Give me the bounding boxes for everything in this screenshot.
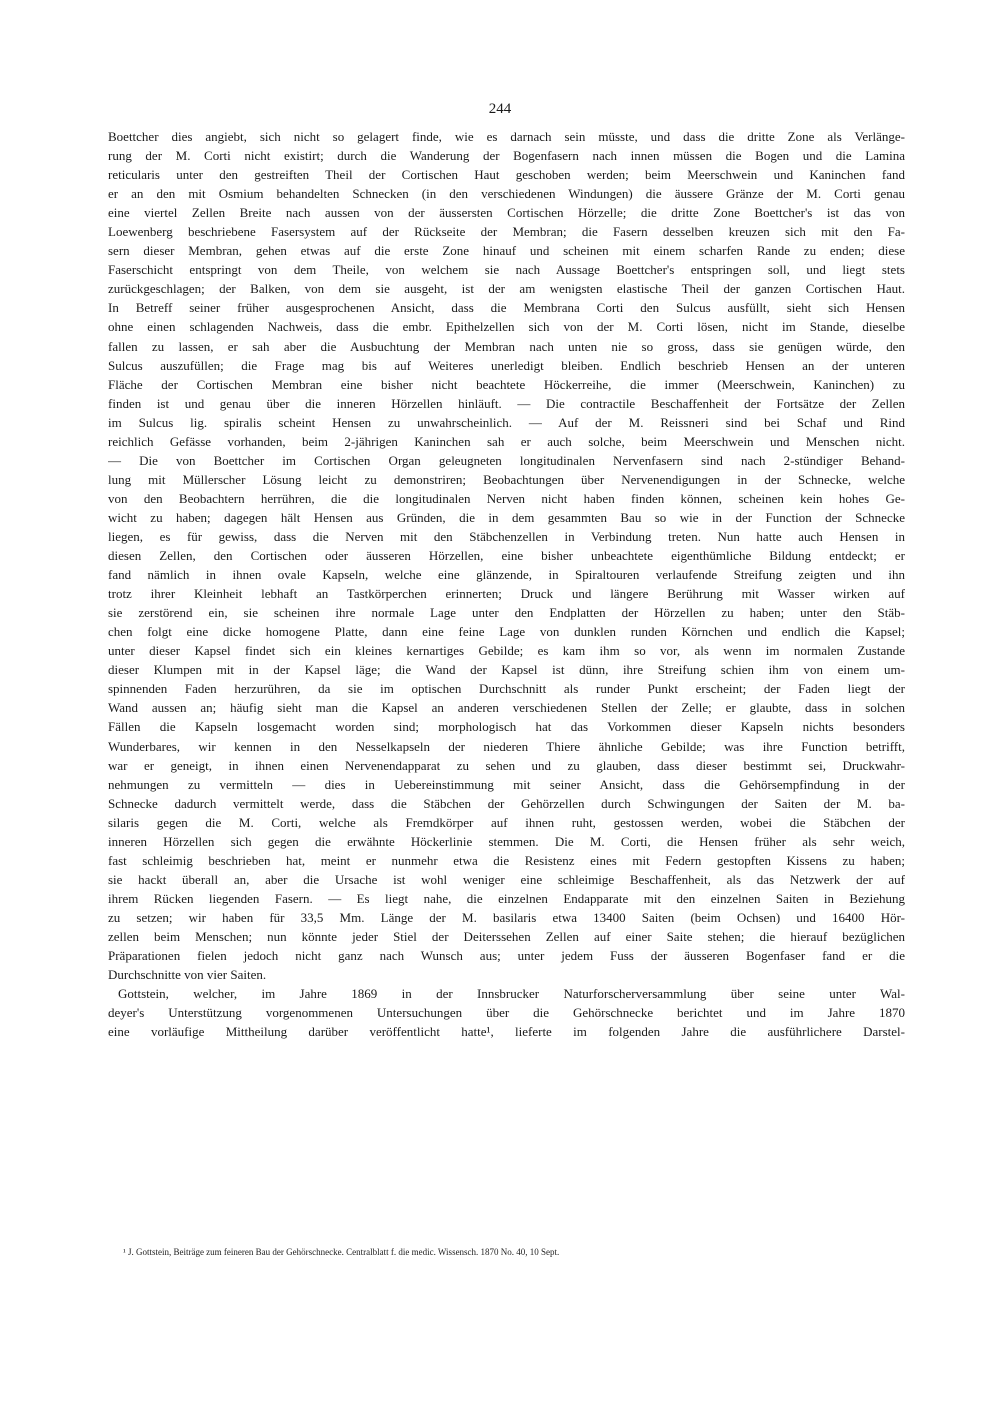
text-line: In Betreff seiner früher ausgesprochenen Ansicht, dass die Membrana Corti den Sulcus ausfüllt, sieht sich Hensen xyxy=(108,300,905,316)
text-line: Fällen die Kapseln losgemacht worden sind; morphologisch hat das Vorkommen dieser Kapseln nichts besonders xyxy=(108,719,905,735)
text-line: zu setzen; wir haben für 33,5 Mm. Länge der M. basilaris etwa 13400 Saiten (beim Ochsen) und 16400 Hör- xyxy=(108,909,905,925)
text-line: von den Beobachtern herrühren, die die longitudinalen Nerven nicht haben finden können, scheinen kein hohes Ge- xyxy=(108,490,905,506)
text-line: lung mit Müllerscher Lösung leicht zu demonstriren; Beobachtungen über Nervenendigungen in der Schnecke, welche xyxy=(108,471,905,487)
text-line: Faserschicht entspringt von dem Theile, von welchem sie nach Aussage Boettcher's entspringen soll, und liegt stets xyxy=(108,262,905,278)
text-line: unter dieser Kapsel findet sich ein kleines kernartiges Gebilde; es kam ihm so vor, als wenn im normalen Zustande xyxy=(108,643,905,659)
text-line: zellen beim Menschen; nun könnte jeder Stiel der Deiterssehen Zellen auf einer Saite stehen; die hierauf bezüglichen xyxy=(108,928,905,944)
text-line: trotz ihrer Kleinheit lebhaft an Tastkörperchen erinnerten; Druck und längere Berührung mit Wasser wirken auf xyxy=(108,586,905,602)
text-line: ihrem Rücken liegenden Fasern. — Es liegt nahe, die einzelnen Endapparate mit den einzelnen Saiten in Beziehung xyxy=(108,890,905,906)
text-line: fast schleimig beschrieben hat, meint er nunmehr etwa die Resistenz eines mit Federn gestopften Kissens zu haben; xyxy=(108,852,905,868)
text-line: liegen, es für gewiss, dass die Nerven mit den Stäbchenzellen in Verbindung treten. Nun hatte auch Hensen in xyxy=(108,528,905,544)
text-line: fallen zu lassen, er sah aber die Ausbuchtung der Membran nach unten nie so gross, dass sie genügen würde, den xyxy=(108,338,905,354)
text-line: Boettcher dies angiebt, sich nicht so gelagert finde, wie es darnach sein müsste, und dass die dritte Zone als Verlänge- xyxy=(108,129,905,144)
text-line: Schnecke dadurch vermittelt werde, dass die Stäbchen der Gehörzellen durch Schwingungen der Saiten der M. ba- xyxy=(108,795,905,811)
text-line: Fläche der Cortischen Membran eine bisher nicht beachtete Höckerreihe, die immer (Meerschwein, Kaninchen) zu xyxy=(108,376,905,392)
text-line: zurückgeschlagen; der Balken, von dem sie ausgeht, ist der am wenigsten elastische Theil der ganzen Cortischen Haut. xyxy=(108,281,905,297)
text-line: wicht zu haben; dagegen hält Hensen aus Gründen, die in dem gesammten Bau so wie in der Function der Schnecke xyxy=(108,509,905,525)
text-line: Durchschnitte von vier Saiten. xyxy=(108,967,267,983)
text-line: deyer's Unterstützung vorgenommenen Untersuchungen über die Gehörschnecke berichtet und im Jahre 1870 xyxy=(108,1005,905,1021)
text-line: chen folgt eine dicke homogene Platte, dann eine feine Lage von dunklen runden Körnchen und endlich die Kapsel; xyxy=(108,624,905,640)
text-line: er an den mit Osmium behandelten Schnecken (in den verschiedenen Windungen) die äussere Gränze der M. Corti genau xyxy=(108,186,905,202)
text-line: finden ist und genau über die inneren Hörzellen hinläuft. — Die contractile Beschaffenheit der Fortsätze der Zellen xyxy=(108,395,905,411)
text-line: sern dieser Membran, gehen etwas auf die erste Zone hinauf und scheinen mit einem scharfen Rande zu enden; diese xyxy=(108,243,905,259)
text-line: Präparationen fielen jedoch nicht ganz nach Wunsch aus; unter jedem Fuss der äusseren Bogenfaser fand er die xyxy=(108,948,905,964)
text-line: Loewenberg beschriebene Fasersystem auf der Rückseite der Membran; die Fasern desselben kreuzen sich mit den Fa- xyxy=(108,224,905,240)
text-line: rung der M. Corti nicht existirt; durch die Wanderung der Bogenfasern nach innen müssen die Bogen und die Lamina xyxy=(108,148,905,164)
text-line: spinnenden Faden herzurühren, da sie im optischen Durchschnitt als runder Punkt erscheint; der Faden liegt der xyxy=(108,681,905,697)
text-line: im Sulcus lig. spiralis scheint Hensen zu unwahrscheinlich. — Auf der M. Reissneri sind bei Schaf und Rind xyxy=(108,414,905,430)
footnote: ¹ J. Gottstein, Beiträge zum feineren Bau der Gehörschnecke. Centralblatt f. die medic. Wissensch. 1870 No. 40, 10 Sept. xyxy=(123,1247,560,1257)
text-line: sie zerstörend ein, sie scheinen ihre normale Lage unter den Endplatten der Hörzellen zu haben; unter den Stäb- xyxy=(108,605,905,621)
text-line: fand nämlich in ihnen ovale Kapseln, welche eine glänzende, in Spiraltouren verlaufende Streifung zeigten und ihn xyxy=(108,567,905,583)
body-text xyxy=(108,127,905,1041)
text-line: Wand aussen an; häufig sieht man die Kapsel an anderen verschiedenen Stellen der Zelle; er glaubte, dass in solchen xyxy=(108,700,905,716)
text-line: reichlich Gefässe vorhanden, beim 2-jährigen Kaninchen sah er auch solche, beim Meerschwein und Menschen nicht. xyxy=(108,433,905,449)
page-number: 244 xyxy=(488,101,512,117)
text-line: silaris gegen die M. Corti, welche als Fremdkörper auf ihnen ruht, gestossen werden, wobei die Stäbchen der xyxy=(108,814,905,830)
text-line: — Die von Boettcher im Cortischen Organ geleugneten longitudinalen Nervenfasern sind nach 2-stündiger Behand- xyxy=(108,452,905,468)
text-line: Wunderbares, wir kennen in den Nesselkapseln der niederen Thiere ähnliche Gebilde; was ihre Function betrifft, xyxy=(108,738,905,754)
text-line: dieser Klumpen mit in der Kapsel läge; die Wand der Kapsel ist dünn, ihre Streifung schien ihm von einem um- xyxy=(108,662,905,678)
text-line: ohne einen schlagenden Nachweis, dass die embr. Epithelzellen sich von der M. Corti lösen, nicht im Stande, dieselbe xyxy=(108,319,905,335)
text-line: diesen Zellen, den Cortischen oder äusseren Hörzellen, eine bisher unbeachtete eigenthümliche Bildung entdeckt; er xyxy=(108,548,905,564)
text-line: sie hackt überall an, aber die Ursache ist wohl weniger eine schleimige Beschaffenheit, als das Netzwerk der auf xyxy=(108,871,905,887)
text-line: Sulcus auszufüllen; die Frage mag bis auf Weiteres unerledigt bleiben. Endlich beschrieb Hensen an der unteren xyxy=(108,357,905,373)
text-line: nehmungen zu vermitteln — dies in Uebereinstimmung mit seiner Ansicht, dass die Gehörsempfindung in der xyxy=(108,776,905,792)
text-line: war er geneigt, in ihnen einen Nervenendapparat zu sehen und zu glauben, dass dieser bestimmt sei, Druckwahr- xyxy=(108,757,905,773)
text-line: eine vorläufige Mittheilung darüber veröffentlicht hatte¹, lieferte im folgenden Jahre die ausführlichere Darstel- xyxy=(108,1024,905,1040)
text-line: inneren Hörzellen sich gegen die erwähnte Höckerlinie stemmen. Die M. Corti, die Hensen früher als sehr weich, xyxy=(108,833,905,849)
text-line: Gottstein, welcher, im Jahre 1869 in der Innsbrucker Naturforscherversammlung über seine unter Wal- xyxy=(118,986,905,1002)
text-line: reticularis unter den gestreiften Theil der Cortischen Haut geschoben werden; beim Meerschwein und Kaninchen fand xyxy=(108,167,905,183)
text-line: eine viertel Zellen Breite nach aussen von der äussersten Cortischen Hörzelle; die dritte Zone Boettcher's ist das von xyxy=(108,205,905,221)
